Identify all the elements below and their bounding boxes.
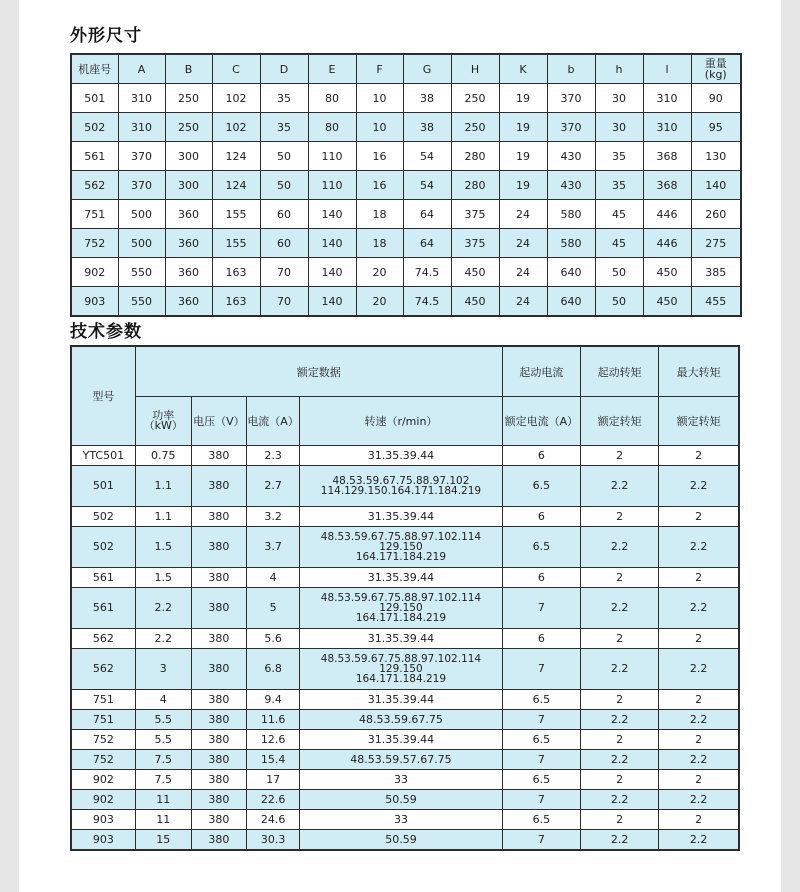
- tech-cell-power: 5.5: [135, 710, 191, 730]
- tech-cell-start-current: 6.5: [502, 810, 580, 830]
- dim-cell: 80: [308, 84, 356, 113]
- dim-table-row: [71, 200, 741, 229]
- tech-cell-model: 902: [71, 770, 135, 790]
- dim-cell: 450: [451, 287, 499, 317]
- tech-table-row: [71, 527, 739, 568]
- tech-table-row: [71, 810, 739, 830]
- dim-cell: 60: [260, 229, 308, 258]
- dim-cell: 20: [356, 258, 403, 287]
- tech-cell-current: 5: [247, 588, 300, 629]
- tech-cell-power: 1.1: [135, 466, 191, 507]
- dim-table-row: [71, 171, 741, 200]
- dim-cell: 140: [308, 200, 356, 229]
- dim-cell: 19: [499, 171, 547, 200]
- dim-col-header: h: [595, 54, 643, 84]
- tech-cell-current: 24.6: [247, 810, 300, 830]
- dim-cell: 368: [643, 142, 691, 171]
- tech-cell-model: 751: [71, 690, 135, 710]
- dim-cell: 10: [356, 113, 403, 142]
- dim-cell: 455: [691, 287, 741, 317]
- dim-cell: 360: [165, 258, 212, 287]
- dim-cell: 368: [643, 171, 691, 200]
- dim-cell: 250: [165, 113, 212, 142]
- tech-cell-speed: 31.35.39.44: [300, 568, 503, 588]
- tech-cell-speed: 48.53.59.67.75: [300, 710, 503, 730]
- dim-col-header: 机座号: [71, 54, 118, 84]
- dim-col-header: H: [451, 54, 499, 84]
- tech-cell-speed: 50.59: [300, 790, 503, 810]
- tech-cell-voltage: 380: [191, 810, 246, 830]
- dim-cell: 375: [451, 229, 499, 258]
- tech-cell-max-torque: 2: [659, 446, 739, 466]
- tech-cell-model: 752: [71, 730, 135, 750]
- tech-cell-model: 752: [71, 750, 135, 770]
- tech-cell-start-current: 6.5: [502, 466, 580, 507]
- dim-cell: 360: [165, 287, 212, 317]
- tech-cell-speed: 48.53.59.67.75.88.97.102.114 129.150 164.171.184.219: [300, 588, 503, 629]
- dim-table-row: [71, 258, 741, 287]
- dim-cell: 370: [118, 142, 165, 171]
- dim-cell: 360: [165, 200, 212, 229]
- dim-cell: 20: [356, 287, 403, 317]
- tech-cell-speed: 48.53.59.67.75.88.97.102 114.129.150.164.171.184.219: [300, 466, 503, 507]
- dim-cell: 35: [595, 142, 643, 171]
- tech-cell-max-torque: 2: [659, 810, 739, 830]
- dim-cell: 250: [451, 84, 499, 113]
- tech-table-row: [71, 446, 739, 466]
- tech-cell-start-current: 6: [502, 568, 580, 588]
- tech-cell-start-torque: 2.2: [580, 750, 658, 770]
- tech-cell-power: 5.5: [135, 730, 191, 750]
- tech-cell-power: 4: [135, 690, 191, 710]
- tech-cell-voltage: 380: [191, 446, 246, 466]
- tech-cell-max-torque: 2.2: [659, 710, 739, 730]
- tech-cell-power: 11: [135, 810, 191, 830]
- dim-cell: 30: [595, 113, 643, 142]
- tech-cell-start-torque: 2: [580, 810, 658, 830]
- dim-cell: 124: [212, 142, 260, 171]
- dim-col-header: l: [643, 54, 691, 84]
- technical-header-row-1: [71, 346, 739, 397]
- tech-cell-voltage: 380: [191, 750, 246, 770]
- tech-cell-max-torque: 2.2: [659, 649, 739, 690]
- dim-cell: 561: [71, 142, 118, 171]
- tech-cell-max-torque: 2: [659, 730, 739, 750]
- dim-cell: 580: [547, 229, 595, 258]
- tech-cell-speed: 31.35.39.44: [300, 730, 503, 750]
- dim-col-header: 重量 (kg): [691, 54, 741, 84]
- dim-cell: 310: [118, 113, 165, 142]
- tech-cell-current: 6.8: [247, 649, 300, 690]
- dim-cell: 155: [212, 200, 260, 229]
- dim-cell: 450: [643, 287, 691, 317]
- dim-cell: 35: [260, 84, 308, 113]
- tech-cell-start-current: 7: [502, 830, 580, 851]
- dim-cell: 562: [71, 171, 118, 200]
- dim-cell: 30: [595, 84, 643, 113]
- tech-cell-voltage: 380: [191, 830, 246, 851]
- dim-cell: 430: [547, 171, 595, 200]
- tech-cell-start-torque: 2.2: [580, 830, 658, 851]
- dim-col-header: F: [356, 54, 403, 84]
- dim-cell: 54: [403, 171, 451, 200]
- dim-cell: 752: [71, 229, 118, 258]
- tech-cell-power: 1.5: [135, 568, 191, 588]
- dim-cell: 16: [356, 171, 403, 200]
- tech-cell-voltage: 380: [191, 710, 246, 730]
- dim-cell: 260: [691, 200, 741, 229]
- current-header: 电流（A）: [247, 397, 300, 446]
- tech-cell-speed: 48.53.59.67.75.88.97.102.114 129.150 164.171.184.219: [300, 649, 503, 690]
- tech-cell-model: 561: [71, 588, 135, 629]
- tech-cell-voltage: 380: [191, 466, 246, 507]
- tech-cell-power: 7.5: [135, 750, 191, 770]
- tech-cell-model: 502: [71, 507, 135, 527]
- dim-cell: 45: [595, 229, 643, 258]
- dim-cell: 360: [165, 229, 212, 258]
- dim-cell: 19: [499, 113, 547, 142]
- dim-cell: 280: [451, 142, 499, 171]
- tech-cell-start-current: 7: [502, 790, 580, 810]
- dim-col-header: G: [403, 54, 451, 84]
- tech-cell-current: 2.7: [247, 466, 300, 507]
- dim-cell: 35: [260, 113, 308, 142]
- tech-cell-current: 11.6: [247, 710, 300, 730]
- tech-cell-max-torque: 2: [659, 690, 739, 710]
- tech-cell-speed: 33: [300, 770, 503, 790]
- tech-table-row: [71, 588, 739, 629]
- tech-cell-start-torque: 2: [580, 568, 658, 588]
- tech-cell-model: 751: [71, 710, 135, 730]
- dim-cell: 70: [260, 287, 308, 317]
- tech-cell-max-torque: 2.2: [659, 588, 739, 629]
- dim-cell: 300: [165, 142, 212, 171]
- tech-cell-start-current: 7: [502, 750, 580, 770]
- tech-cell-max-torque: 2.2: [659, 790, 739, 810]
- dim-cell: 310: [643, 84, 691, 113]
- dim-col-header: D: [260, 54, 308, 84]
- tech-cell-voltage: 380: [191, 629, 246, 649]
- tech-cell-max-torque: 2.2: [659, 527, 739, 568]
- dim-cell: 24: [499, 258, 547, 287]
- tech-cell-current: 15.4: [247, 750, 300, 770]
- dim-cell: 903: [71, 287, 118, 317]
- dim-cell: 50: [260, 171, 308, 200]
- dim-cell: 163: [212, 287, 260, 317]
- tech-cell-start-current: 6: [502, 507, 580, 527]
- tech-cell-power: 1.5: [135, 527, 191, 568]
- dimensions-header-row: [71, 54, 741, 84]
- tech-cell-start-torque: 2: [580, 730, 658, 750]
- start-current-header: 起动电流: [502, 346, 580, 397]
- tech-cell-max-torque: 2: [659, 770, 739, 790]
- dim-cell: 110: [308, 171, 356, 200]
- dim-cell: 124: [212, 171, 260, 200]
- technical-header-row-2: [71, 397, 739, 446]
- dim-cell: 24: [499, 229, 547, 258]
- dim-cell: 446: [643, 229, 691, 258]
- dim-col-header: A: [118, 54, 165, 84]
- tech-cell-speed: 48.53.59.57.67.75: [300, 750, 503, 770]
- tech-cell-current: 22.6: [247, 790, 300, 810]
- tech-cell-start-current: 6.5: [502, 770, 580, 790]
- tech-table-row: [71, 690, 739, 710]
- tech-cell-current: 3.2: [247, 507, 300, 527]
- dim-cell: 502: [71, 113, 118, 142]
- dim-cell: 500: [118, 200, 165, 229]
- tech-cell-start-current: 6.5: [502, 730, 580, 750]
- tech-cell-voltage: 380: [191, 649, 246, 690]
- left-page-margin: [0, 0, 19, 892]
- dim-cell: 370: [547, 84, 595, 113]
- dim-cell: 90: [691, 84, 741, 113]
- technical-parameters-table: [70, 345, 740, 851]
- dim-cell: 550: [118, 287, 165, 317]
- dim-cell: 64: [403, 200, 451, 229]
- tech-cell-power: 7.5: [135, 770, 191, 790]
- tech-cell-start-torque: 2.2: [580, 588, 658, 629]
- tech-table-row: [71, 568, 739, 588]
- tech-table-row: [71, 649, 739, 690]
- tech-cell-voltage: 380: [191, 730, 246, 750]
- tech-cell-voltage: 380: [191, 588, 246, 629]
- tech-cell-max-torque: 2.2: [659, 466, 739, 507]
- dim-cell: 450: [643, 258, 691, 287]
- tech-cell-voltage: 380: [191, 568, 246, 588]
- dim-cell: 501: [71, 84, 118, 113]
- tech-cell-current: 4: [247, 568, 300, 588]
- tech-cell-model: 502: [71, 527, 135, 568]
- dim-cell: 110: [308, 142, 356, 171]
- dim-cell: 250: [451, 113, 499, 142]
- tech-cell-model: 902: [71, 790, 135, 810]
- dim-col-header: E: [308, 54, 356, 84]
- tech-cell-start-torque: 2: [580, 629, 658, 649]
- tech-cell-current: 17: [247, 770, 300, 790]
- dim-cell: 45: [595, 200, 643, 229]
- tech-cell-start-current: 6.5: [502, 690, 580, 710]
- tech-cell-start-torque: 2.2: [580, 710, 658, 730]
- dim-cell: 64: [403, 229, 451, 258]
- tech-cell-start-current: 7: [502, 588, 580, 629]
- tech-cell-start-current: 6: [502, 629, 580, 649]
- tech-cell-start-torque: 2: [580, 690, 658, 710]
- dim-cell: 140: [308, 229, 356, 258]
- dim-cell: 250: [165, 84, 212, 113]
- tech-cell-speed: 31.35.39.44: [300, 446, 503, 466]
- dim-cell: 370: [118, 171, 165, 200]
- dim-col-header: C: [212, 54, 260, 84]
- dim-cell: 80: [308, 113, 356, 142]
- rated-current-header: 额定电流（A）: [502, 397, 580, 446]
- dim-cell: 446: [643, 200, 691, 229]
- dim-cell: 50: [595, 258, 643, 287]
- tech-cell-power: 2.2: [135, 588, 191, 629]
- dim-cell: 50: [260, 142, 308, 171]
- tech-cell-current: 2.3: [247, 446, 300, 466]
- dim-cell: 140: [308, 287, 356, 317]
- dim-cell: 500: [118, 229, 165, 258]
- dim-cell: 580: [547, 200, 595, 229]
- dim-cell: 24: [499, 200, 547, 229]
- tech-cell-power: 11: [135, 790, 191, 810]
- dim-cell: 550: [118, 258, 165, 287]
- dim-col-header: B: [165, 54, 212, 84]
- dim-cell: 140: [308, 258, 356, 287]
- tech-cell-voltage: 380: [191, 690, 246, 710]
- dim-cell: 902: [71, 258, 118, 287]
- dim-cell: 450: [451, 258, 499, 287]
- dim-cell: 640: [547, 258, 595, 287]
- right-page-margin: [781, 0, 800, 892]
- tech-cell-current: 9.4: [247, 690, 300, 710]
- dimensions-section-title: 外形尺寸: [70, 26, 142, 46]
- tech-cell-start-current: 6.5: [502, 527, 580, 568]
- tech-table-row: [71, 730, 739, 750]
- rated-torque-header-2: 额定转矩: [659, 397, 739, 446]
- tech-table-row: [71, 790, 739, 810]
- technical-section-title: 技术参数: [70, 322, 142, 342]
- tech-table-row: [71, 750, 739, 770]
- tech-table-row: [71, 770, 739, 790]
- dim-cell: 310: [643, 113, 691, 142]
- tech-cell-current: 12.6: [247, 730, 300, 750]
- dim-cell: 74.5: [403, 258, 451, 287]
- dim-cell: 35: [595, 171, 643, 200]
- dimensions-table: [70, 53, 742, 317]
- dim-cell: 163: [212, 258, 260, 287]
- dim-cell: 310: [118, 84, 165, 113]
- max-torque-header: 最大转矩: [659, 346, 739, 397]
- dim-cell: 54: [403, 142, 451, 171]
- tech-cell-power: 0.75: [135, 446, 191, 466]
- tech-cell-speed: 31.35.39.44: [300, 629, 503, 649]
- tech-cell-voltage: 380: [191, 527, 246, 568]
- dim-cell: 300: [165, 171, 212, 200]
- tech-cell-power: 15: [135, 830, 191, 851]
- dim-cell: 38: [403, 113, 451, 142]
- dim-table-row: [71, 113, 741, 142]
- tech-cell-model: YTC501: [71, 446, 135, 466]
- tech-cell-max-torque: 2.2: [659, 750, 739, 770]
- dim-cell: 18: [356, 229, 403, 258]
- tech-cell-power: 2.2: [135, 629, 191, 649]
- tech-cell-power: 3: [135, 649, 191, 690]
- tech-cell-model: 501: [71, 466, 135, 507]
- tech-cell-voltage: 380: [191, 507, 246, 527]
- dim-table-row: [71, 287, 741, 317]
- rated-data-header: 额定数据: [135, 346, 502, 397]
- dim-cell: 275: [691, 229, 741, 258]
- tech-cell-max-torque: 2: [659, 568, 739, 588]
- dim-table-row: [71, 229, 741, 258]
- dim-cell: 102: [212, 113, 260, 142]
- tech-cell-start-current: 7: [502, 649, 580, 690]
- dim-cell: 18: [356, 200, 403, 229]
- tech-cell-speed: 33: [300, 810, 503, 830]
- dim-table-row: [71, 84, 741, 113]
- tech-cell-start-torque: 2: [580, 446, 658, 466]
- tech-cell-speed: 50.59: [300, 830, 503, 851]
- tech-cell-voltage: 380: [191, 770, 246, 790]
- dim-cell: 70: [260, 258, 308, 287]
- tech-cell-max-torque: 2.2: [659, 830, 739, 851]
- tech-cell-speed: 31.35.39.44: [300, 507, 503, 527]
- tech-cell-start-torque: 2.2: [580, 790, 658, 810]
- tech-cell-model: 903: [71, 810, 135, 830]
- dim-cell: 16: [356, 142, 403, 171]
- dim-cell: 130: [691, 142, 741, 171]
- dim-cell: 385: [691, 258, 741, 287]
- tech-table-row: [71, 629, 739, 649]
- tech-cell-speed: 48.53.59.67.75.88.97.102.114 129.150 164.171.184.219: [300, 527, 503, 568]
- dim-cell: 19: [499, 142, 547, 171]
- voltage-header: 电压（V）: [191, 397, 246, 446]
- dim-cell: 751: [71, 200, 118, 229]
- tech-cell-start-current: 7: [502, 710, 580, 730]
- dim-cell: 140: [691, 171, 741, 200]
- tech-cell-max-torque: 2: [659, 507, 739, 527]
- speed-header: 转速（r/min）: [300, 397, 503, 446]
- tech-table-row: [71, 710, 739, 730]
- dim-cell: 60: [260, 200, 308, 229]
- start-torque-header: 起动转矩: [580, 346, 658, 397]
- tech-cell-start-torque: 2.2: [580, 466, 658, 507]
- rated-torque-header: 额定转矩: [580, 397, 658, 446]
- tech-cell-start-torque: 2: [580, 507, 658, 527]
- dim-cell: 102: [212, 84, 260, 113]
- dim-cell: 74.5: [403, 287, 451, 317]
- dim-cell: 370: [547, 113, 595, 142]
- dim-col-header: K: [499, 54, 547, 84]
- dim-cell: 640: [547, 287, 595, 317]
- model-header: 型号: [71, 346, 135, 446]
- tech-cell-model: 562: [71, 649, 135, 690]
- tech-cell-current: 3.7: [247, 527, 300, 568]
- dim-cell: 155: [212, 229, 260, 258]
- tech-cell-start-torque: 2: [580, 770, 658, 790]
- tech-cell-start-current: 6: [502, 446, 580, 466]
- tech-cell-model: 562: [71, 629, 135, 649]
- tech-cell-current: 30.3: [247, 830, 300, 851]
- dim-table-row: [71, 142, 741, 171]
- tech-cell-start-torque: 2.2: [580, 527, 658, 568]
- dim-cell: 24: [499, 287, 547, 317]
- tech-table-row: [71, 466, 739, 507]
- tech-cell-model: 561: [71, 568, 135, 588]
- dim-cell: 280: [451, 171, 499, 200]
- dim-col-header: b: [547, 54, 595, 84]
- dim-cell: 10: [356, 84, 403, 113]
- tech-cell-current: 5.6: [247, 629, 300, 649]
- dim-cell: 430: [547, 142, 595, 171]
- tech-cell-power: 1.1: [135, 507, 191, 527]
- dim-cell: 375: [451, 200, 499, 229]
- tech-cell-model: 903: [71, 830, 135, 851]
- tech-table-row: [71, 830, 739, 851]
- tech-cell-max-torque: 2: [659, 629, 739, 649]
- tech-cell-voltage: 380: [191, 790, 246, 810]
- tech-cell-start-torque: 2.2: [580, 649, 658, 690]
- dim-cell: 95: [691, 113, 741, 142]
- dim-cell: 50: [595, 287, 643, 317]
- dim-cell: 38: [403, 84, 451, 113]
- tech-table-row: [71, 507, 739, 527]
- dim-cell: 19: [499, 84, 547, 113]
- power-header: 功率 （kW）: [135, 397, 191, 446]
- tech-cell-speed: 31.35.39.44: [300, 690, 503, 710]
